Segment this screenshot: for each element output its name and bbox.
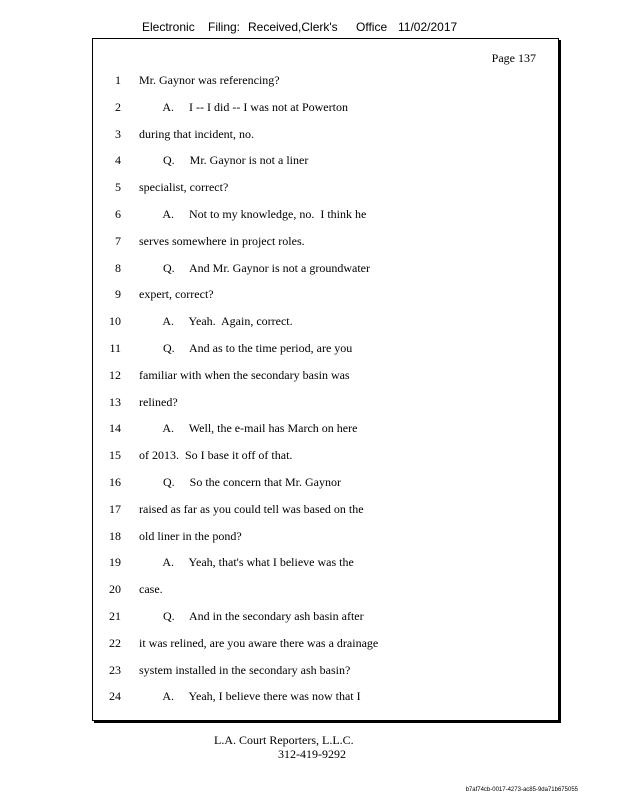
line-text: expert, correct?: [139, 287, 214, 302]
transcript-line: [93, 689, 558, 709]
line-text: of 2013. So I base it off of that.: [139, 448, 293, 463]
transcript-line: [93, 582, 558, 602]
transcript-line: [93, 341, 558, 361]
line-number: 6: [115, 207, 121, 221]
line-number: 17: [109, 501, 121, 516]
line-text: Q. Mr. Gaynor is not a liner: [139, 153, 309, 168]
line-text: it was relined, are you aware there was a drainage: [139, 635, 379, 650]
line-number: 20: [109, 582, 121, 597]
line-text: relined?: [139, 394, 178, 409]
transcript-line: [93, 180, 558, 200]
line-text: Q. So the concern that Mr. Gaynor: [139, 475, 341, 489]
line-number: 9: [115, 287, 121, 302]
transcript-line: [93, 609, 558, 629]
line-text: Q. And Mr. Gaynor is not a groundwater: [139, 260, 370, 275]
footer-phone: 312-419-9292: [278, 747, 346, 761]
line-number: 1: [115, 73, 121, 87]
line-number: 12: [109, 367, 121, 382]
line-text: A. Yeah, I believe there was now that I: [139, 689, 361, 704]
transcript-page: [92, 38, 559, 721]
transcript-line: [93, 153, 558, 173]
line-text: A. Yeah, that's what I believe was the: [139, 555, 354, 570]
line-number: 22: [109, 635, 121, 650]
line-text: case.: [139, 582, 163, 597]
transcript-line: [93, 475, 558, 495]
transcript-line: [93, 100, 558, 120]
line-number: 11: [109, 341, 121, 355]
line-text: raised as far as you could tell was based on the: [139, 501, 364, 516]
line-number: 14: [109, 421, 121, 436]
filing-header: [0, 20, 618, 38]
transcript-line: [93, 234, 558, 254]
transcript-line: [93, 207, 558, 227]
line-number: 19: [109, 555, 121, 570]
line-number: 15: [109, 448, 121, 463]
transcript-line: [93, 287, 558, 307]
line-number: 24: [109, 689, 121, 704]
line-number: 18: [109, 528, 121, 543]
filing-received: Received,Clerk's: [248, 20, 338, 34]
line-number: 23: [109, 662, 121, 677]
line-text: serves somewhere in project roles.: [139, 233, 305, 248]
line-text: system installed in the secondary ash basin?: [139, 662, 351, 677]
footer-company: L.A. Court Reporters, L.L.C.: [214, 733, 354, 747]
transcript-line: [93, 261, 558, 281]
filing-electronic: Electronic: [142, 20, 195, 34]
line-number: 2: [115, 99, 121, 114]
transcript-line: [93, 73, 558, 93]
line-text: A. Not to my knowledge, no. I think he: [139, 207, 367, 221]
document-id: b7af74cb-0017-4273-ac85-9da71b675055: [465, 787, 578, 793]
transcript-line: [93, 448, 558, 468]
line-number: 16: [109, 475, 121, 489]
line-text: familiar with when the secondary basin was: [139, 367, 350, 382]
line-text: specialist, correct?: [139, 180, 229, 195]
line-text: Q. And in the secondary ash basin after: [139, 609, 364, 623]
line-text: Mr. Gaynor was referencing?: [139, 73, 280, 87]
transcript-line: [93, 663, 558, 683]
line-text: A. Yeah. Again, correct.: [139, 314, 293, 329]
line-number: 13: [109, 394, 121, 409]
line-number: 21: [109, 609, 121, 623]
line-text: A. Well, the e-mail has March on here: [139, 421, 358, 436]
line-number: 7: [115, 233, 121, 248]
transcript-line: [93, 555, 558, 575]
filing-date: 11/02/2017: [398, 20, 458, 34]
transcript-line: [93, 314, 558, 334]
transcript-line: [93, 127, 558, 147]
transcript-line: [93, 529, 558, 549]
filing-label: Filing:: [208, 20, 241, 34]
transcript-line: [93, 421, 558, 441]
line-text: old liner in the pond?: [139, 528, 242, 543]
line-number: 3: [115, 126, 121, 141]
page-number: Page 137: [491, 51, 536, 65]
transcript-line: [93, 502, 558, 522]
line-text: during that incident, no.: [139, 126, 254, 141]
line-number: 4: [115, 153, 121, 168]
line-number: 8: [115, 260, 121, 275]
transcript-line: [93, 636, 558, 656]
line-number: 5: [115, 180, 121, 195]
filing-office: Office: [356, 20, 388, 34]
line-number: 10: [109, 314, 121, 329]
line-text: A. I -- I did -- I was not at Powerton: [139, 99, 348, 114]
transcript-line: [93, 368, 558, 388]
transcript-line: [93, 395, 558, 415]
line-text: Q. And as to the time period, are you: [139, 341, 353, 355]
